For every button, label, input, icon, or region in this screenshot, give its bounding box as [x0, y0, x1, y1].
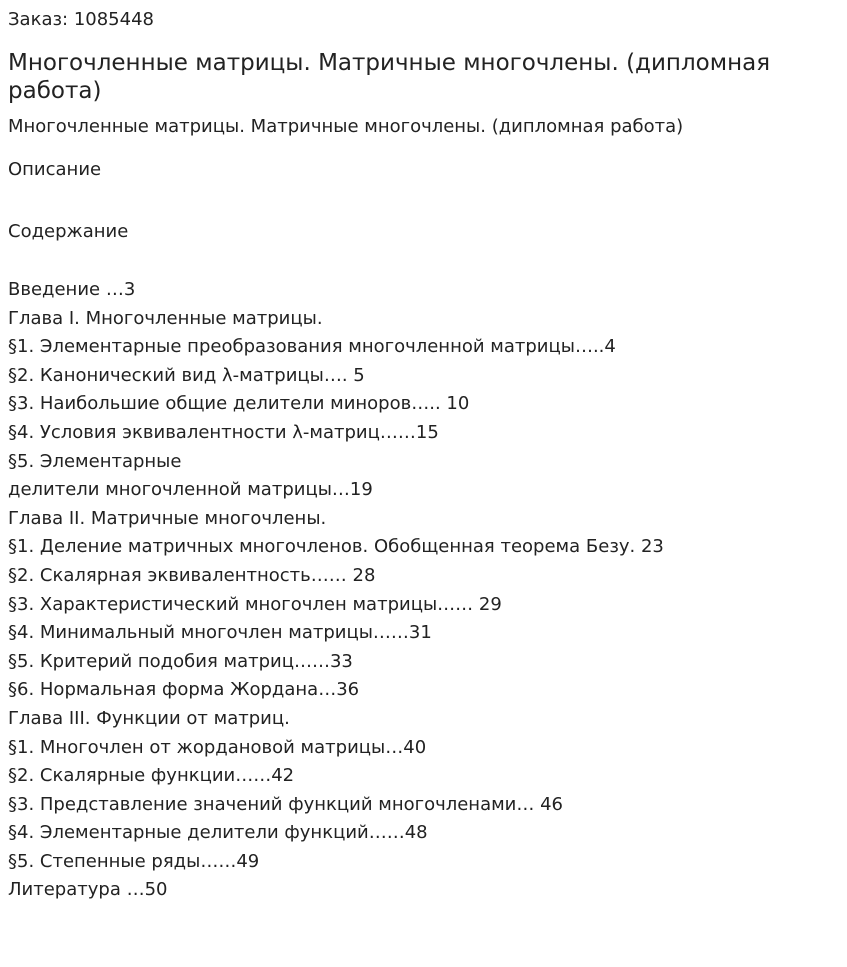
toc-item: делители многочленной матрицы…19 — [8, 479, 373, 501]
toc-item: §3. Наибольшие общие делители миноров….. 10 — [8, 393, 470, 415]
document-subtitle: Многочленные матрицы. Матричные многочлены. (дипломная работа) — [8, 116, 684, 137]
toc-item: §4. Элементарные делители функций……48 — [8, 822, 428, 844]
toc-item: §5. Степенные ряды……49 — [8, 850, 260, 872]
toc-item: Глава II. Матричные многочлены. — [8, 507, 327, 529]
toc-item: §3. Представление значений функций многочленами… 46 — [8, 793, 564, 815]
toc-item: §6. Нормальная форма Жордана…36 — [8, 679, 360, 701]
toc-item: §4. Условия эквивалентности λ-матриц……15 — [8, 421, 439, 443]
toc-item: §2. Скалярная эквивалентность…… 28 — [8, 564, 376, 586]
toc-item: Глава I. Многочленные матрицы. — [8, 307, 323, 329]
toc-item: §2. Канонический вид λ-матрицы…. 5 — [8, 364, 365, 386]
toc-item: §4. Минимальный многочлен матрицы……31 — [8, 622, 432, 644]
description-label: Описание — [8, 159, 102, 180]
order-number: Заказ: 1085448 — [8, 9, 154, 30]
toc-item: §5. Критерий подобия матриц……33 — [8, 650, 353, 672]
toc-item: §2. Скалярные функции……42 — [8, 765, 295, 787]
toc-item: §5. Элементарные — [8, 450, 182, 472]
toc-item: §3. Характеристический многочлен матрицы…… 29 — [8, 593, 502, 615]
toc-item: §1. Деление матричных многочленов. Обобщенная теорема Безу. 23 — [8, 536, 664, 558]
toc-item: §1. Элементарные преобразования многочленной матрицы…..4 — [8, 336, 616, 358]
table-of-contents — [8, 277, 664, 906]
page-title: Многочленные матрицы. Матричные многочлены. (дипломная работа) — [8, 50, 771, 104]
toc-item: §1. Многочлен от жордановой матрицы…40 — [8, 736, 427, 758]
toc-item: Глава III. Функции от матриц. — [8, 707, 290, 729]
toc-heading: Содержание — [8, 221, 129, 242]
toc-item: Введение …3 — [8, 279, 136, 300]
toc-item: Литература …50 — [8, 879, 168, 901]
